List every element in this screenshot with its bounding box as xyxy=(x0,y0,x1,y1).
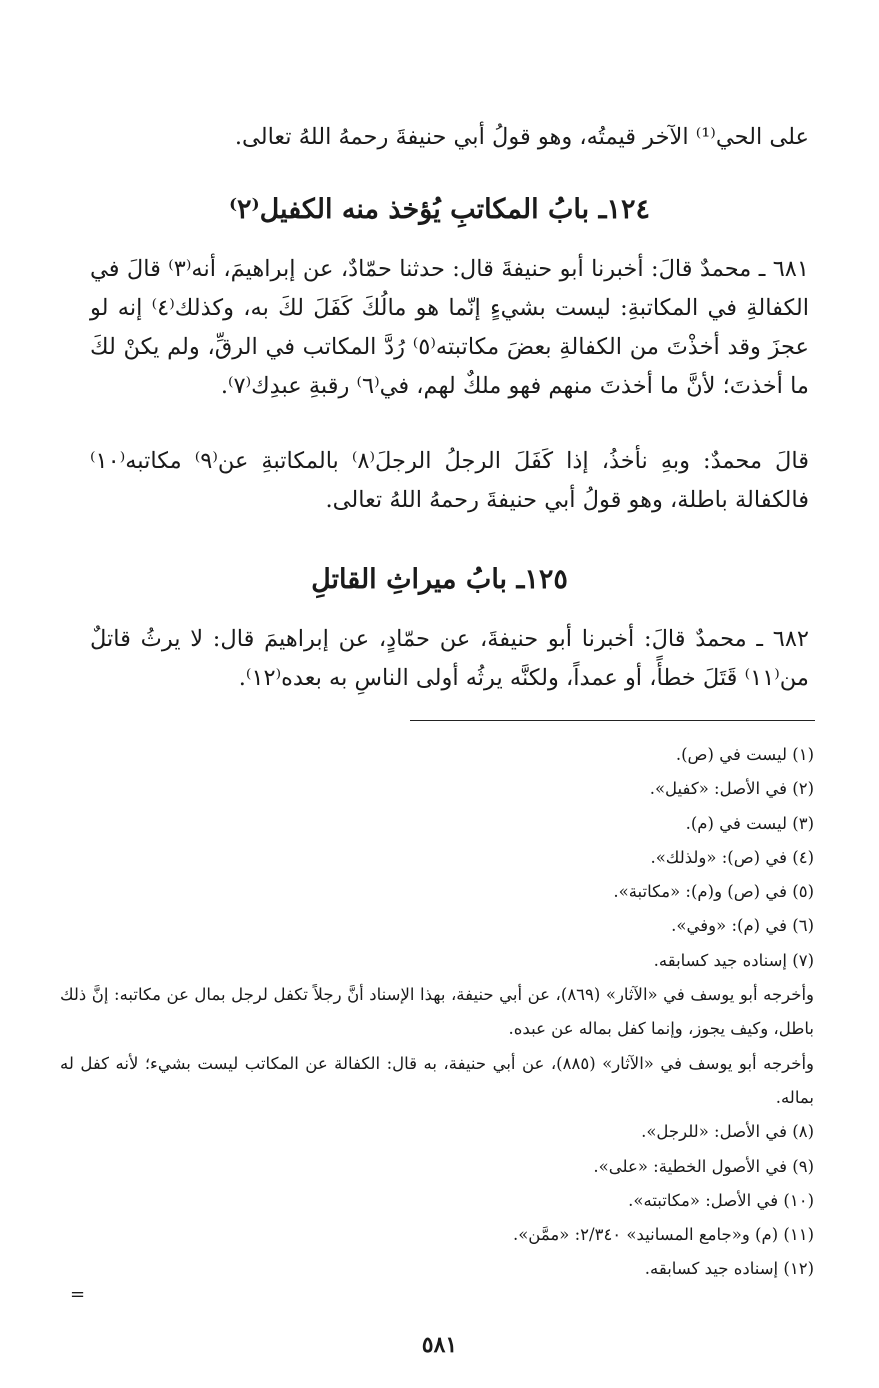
footnote-4: (٤) في (ص): «ولذلك». xyxy=(650,847,814,867)
footnote-11: (١١) (م) و«جامع المسانيد» ٢/٣٤٠: «ممَّن». xyxy=(512,1225,814,1245)
footnote-9: (٩) في الأصول الخطية: «على». xyxy=(593,1156,814,1176)
footnote-7: (٧) إسناده جيد كسابقه. xyxy=(653,950,814,970)
footnote-separator xyxy=(410,720,815,721)
footnote-12: (١٢) إسناده جيد كسابقه. xyxy=(644,1259,814,1279)
continuation-paragraph: على الحي⁽¹⁾ الآخر قيمتُه، وهو قولُ أبي حنيفةَ رحمهُ اللهُ تعالى. xyxy=(234,124,809,150)
page-number: ٥٨١ xyxy=(421,1332,458,1358)
footnote-2: (٢) في الأصل: «كفيل». xyxy=(649,779,814,799)
hadith-681-text: ٦٨١ ـ محمدٌ قالَ: أخبرنا أبو حنيفةَ قال: حدثنا حمّادٌ، عن إبراهيمَ، أنه⁽٣⁾ قالَ في الكفالةِ في المكاتبةِ: ليست بشيءٍ إنّما هو مالُكَ كَفَلَ لكَ به، وكذلك⁽٤⁾ إنه لو عجزَ وقد أخذْتَ من الكفالةِ بعضَ مكاتبته⁽٥⁾ رُدَّ المكاتب في الرقِّ، ولم يكنْ لكَ ما أخذتَ؛ لأنَّ ما أخذتَ منهم فهو ملكٌ لهم، في⁽٦⁾ رقبةِ عبدِك⁽٧⁾. xyxy=(90,256,809,399)
hadith-681-comment: قالَ محمدٌ: وبهِ نأخذُ، إذا كَفَلَ الرجلُ الرجلَ⁽٨⁾ بالمكاتبةِ عن⁽٩⁾ مكاتبه⁽١٠⁾ فالكفالة باطلة، وهو قولُ أبي حنيفةَ رحمهُ اللهُ تعالى. xyxy=(90,448,809,513)
footnotes xyxy=(60,738,814,1287)
footnote-6: (٦) في (م): «وفي». xyxy=(671,916,814,936)
footnote-5: (٥) في (ص) و(م): «مكاتبة». xyxy=(613,882,814,902)
footnote-7-continuation-1: وأخرجه أبو يوسف في «الآثار» (٨٦٩)، عن أبي حنيفة، بهذا الإسناد أنَّ رجلاً تكفل لرجل بمال عن مكاتبه: إنَّ ذلك باطل، وكيف يجوز، وإنما كفل بماله عن عبده. xyxy=(60,985,814,1039)
footnote-10: (١٠) في الأصل: «مكاتبته». xyxy=(628,1190,814,1210)
chapter-125-heading: ١٢٥ـ بابُ ميراثِ القاتلِ xyxy=(311,564,568,595)
chapter-124-heading: ١٢٤ـ بابُ المكاتبِ يُؤخذ منه الكفيل⁽٢⁾ xyxy=(229,194,650,225)
footnote-8: (٨) في الأصل: «للرجل». xyxy=(641,1122,814,1142)
footnote-1: (١) ليست في (ص). xyxy=(675,745,814,764)
footnote-3: (٣) ليست في (م). xyxy=(685,813,814,833)
hadith-682-text: ٦٨٢ ـ محمدٌ قالَ: أخبرنا أبو حنيفةَ، عن حمّادٍ، عن إبراهيمَ قال: لا يرثُ قاتلٌ من⁽١١⁾ قَتَلَ خطأً، أو عمداً، ولكنَّه يرثُه أولى الناسِ به بعده⁽١٢⁾. xyxy=(90,626,809,691)
continuation-mark: = xyxy=(70,1284,86,1305)
footnote-7-continuation-2: وأخرجه أبو يوسف في «الآثار» (٨٨٥)، عن أبي حنيفة، به قال: الكفالة عن المكاتب ليست بشيء؛ لأنه كفل له بماله. xyxy=(60,1053,815,1107)
